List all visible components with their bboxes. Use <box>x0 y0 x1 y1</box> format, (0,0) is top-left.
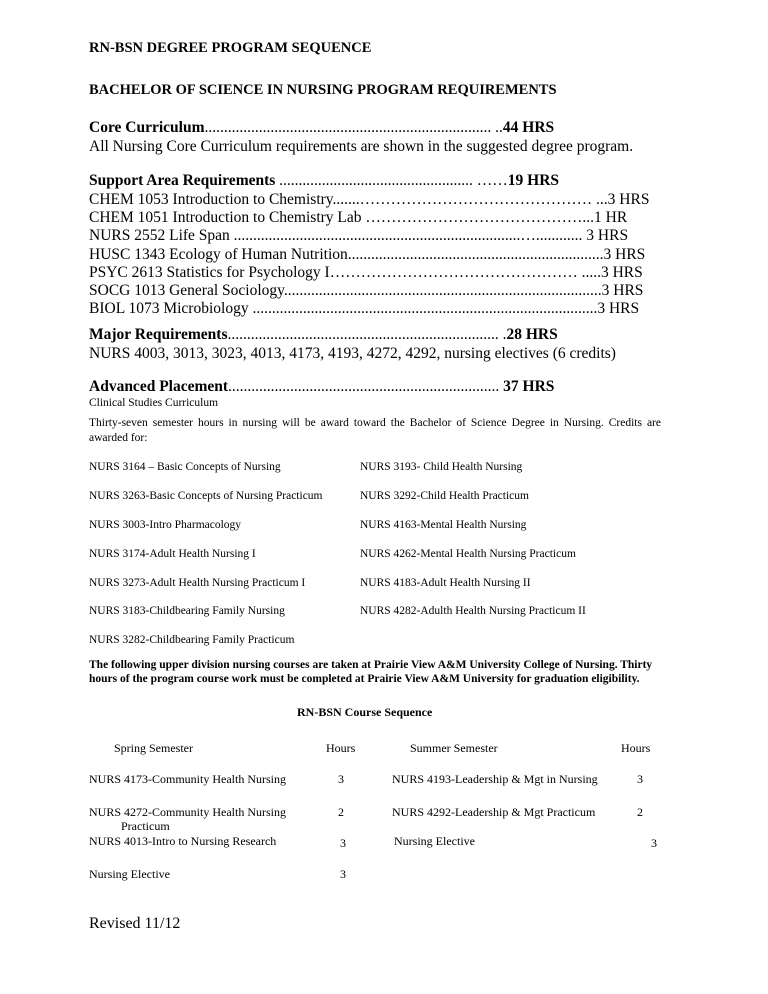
advanced-course-right: NURS 3193- Child Health Nursing <box>360 461 523 473</box>
major-hours: 28 HRS <box>506 326 558 343</box>
summer-course-hours: 3 <box>651 836 657 850</box>
support-course: NURS 2552 Life Span ..........................................................................…............ 3 HRS <box>89 227 629 245</box>
advanced-course-left: NURS 3164 – Basic Concepts of Nursing <box>89 461 281 473</box>
summer-hours-header: Hours <box>621 741 651 755</box>
support-course: CHEM 1051 Introduction to Chemistry Lab ……………………………………...1 HR <box>89 209 628 227</box>
revised-date: Revised 11/12 <box>89 915 181 932</box>
support-course: CHEM 1053 Introduction to Chemistry.......……………………………………… ...3 HRS <box>89 191 650 208</box>
spring-course-hours: 2 <box>338 805 344 819</box>
advanced-heading: Advanced Placement <box>89 378 229 395</box>
spring-course-continued: Practicum <box>121 819 170 833</box>
advanced-course-right: NURS 3292-Child Health Practicum <box>360 490 529 502</box>
spring-course: NURS 4173-Community Health Nursing <box>89 772 286 786</box>
spring-course-hours: 3 <box>338 772 344 786</box>
advanced-hours: 37 HRS <box>503 378 555 395</box>
core-note: All Nursing Core Curriculum requirements are shown in the suggested degree program. <box>89 138 634 155</box>
advanced-heading-line <box>89 378 554 396</box>
advanced-course-right: NURS 4183-Adult Health Nursing II <box>360 577 531 589</box>
summer-course-hours: 2 <box>637 805 643 819</box>
support-hours: 19 HRS <box>507 172 560 189</box>
advanced-paragraph: Thirty-seven semester hours in nursing will be award toward the Bachelor of Science Degree in Nursing. Credits are awarded for: <box>89 417 661 444</box>
advanced-course-left: NURS 3183-Childbearing Family Nursing <box>89 605 285 617</box>
spring-course-hours: 3 <box>340 867 346 881</box>
support-course: SOCG 1013 General Sociology..................................................................................3 HRS <box>89 282 644 300</box>
advanced-leader: ...................................................................... <box>228 378 504 395</box>
sequence-title: RN-BSN Course Sequence <box>297 705 433 719</box>
summer-course-hours: 3 <box>637 772 643 786</box>
advanced-course-left: NURS 3003-Intro Pharmacology <box>89 519 242 531</box>
summer-course: NURS 4292-Leadership & Mgt Practicum <box>392 805 596 819</box>
spring-header: Spring Semester <box>114 741 193 755</box>
support-course: BIOL 1073 Microbiology .........................................................................................3 HRS <box>89 300 640 318</box>
support-heading-line <box>89 172 559 190</box>
major-heading-line <box>89 326 558 344</box>
advanced-course-right: NURS 4282-Adulth Health Nursing Practicum II <box>360 605 586 617</box>
core-hours: 44 HRS <box>502 119 555 136</box>
support-course-list <box>89 191 649 318</box>
core-heading: Core Curriculum <box>89 119 205 136</box>
spring-course-hours: 3 <box>340 836 346 850</box>
spring-hours-header: Hours <box>326 741 356 755</box>
summer-course: Nursing Elective <box>394 834 475 848</box>
advanced-subtitle: Clinical Studies Curriculum <box>89 397 219 409</box>
support-heading: Support Area Requirements <box>89 172 276 189</box>
advanced-course-left: NURS 3174-Adult Health Nursing I <box>89 548 256 560</box>
core-leader: .......................................................................... .. <box>204 119 503 136</box>
advanced-course-right: NURS 4163-Mental Health Nursing <box>360 519 527 531</box>
major-note: NURS 4003, 3013, 3023, 4013, 4173, 4193, 4272, 4292, nursing electives (6 credits) <box>89 345 616 362</box>
document-subtitle: BACHELOR OF SCIENCE IN NURSING PROGRAM REQUIREMENTS <box>89 82 557 98</box>
major-heading: Major Requirements <box>89 326 228 343</box>
support-leader: .................................................. …… <box>275 172 508 189</box>
advanced-course-left: NURS 3282-Childbearing Family Practicum <box>89 634 295 646</box>
spring-course: NURS 4013-Intro to Nursing Research <box>89 834 277 848</box>
advanced-course-right: NURS 4262-Mental Health Nursing Practicum <box>360 548 576 560</box>
document-title: RN-BSN DEGREE PROGRAM SEQUENCE <box>89 40 372 56</box>
advanced-course-left: NURS 3263-Basic Concepts of Nursing Practicum <box>89 490 323 502</box>
summer-header: Summer Semester <box>410 741 498 755</box>
spring-course: NURS 4272-Community Health Nursing <box>89 805 286 819</box>
notice-paragraph: The following upper division nursing courses are taken at Prairie View A&M University College of Nursing. Thirty hours of the program course work must be completed at Prairie View A&M University for graduation eligibility. <box>89 659 653 685</box>
summer-course: NURS 4193-Leadership & Mgt in Nursing <box>392 772 598 786</box>
advanced-course-left: NURS 3273-Adult Health Nursing Practicum I <box>89 577 306 589</box>
core-curriculum-line <box>89 119 554 137</box>
major-leader: ...................................................................... . <box>227 326 507 343</box>
support-course: HUSC 1343 Ecology of Human Nutrition..................................................................3 HRS <box>89 245 646 263</box>
support-course: PSYC 2613 Statistics for Psychology I………………………………………… .....3 HRS <box>89 263 643 281</box>
spring-course: Nursing Elective <box>89 867 170 881</box>
